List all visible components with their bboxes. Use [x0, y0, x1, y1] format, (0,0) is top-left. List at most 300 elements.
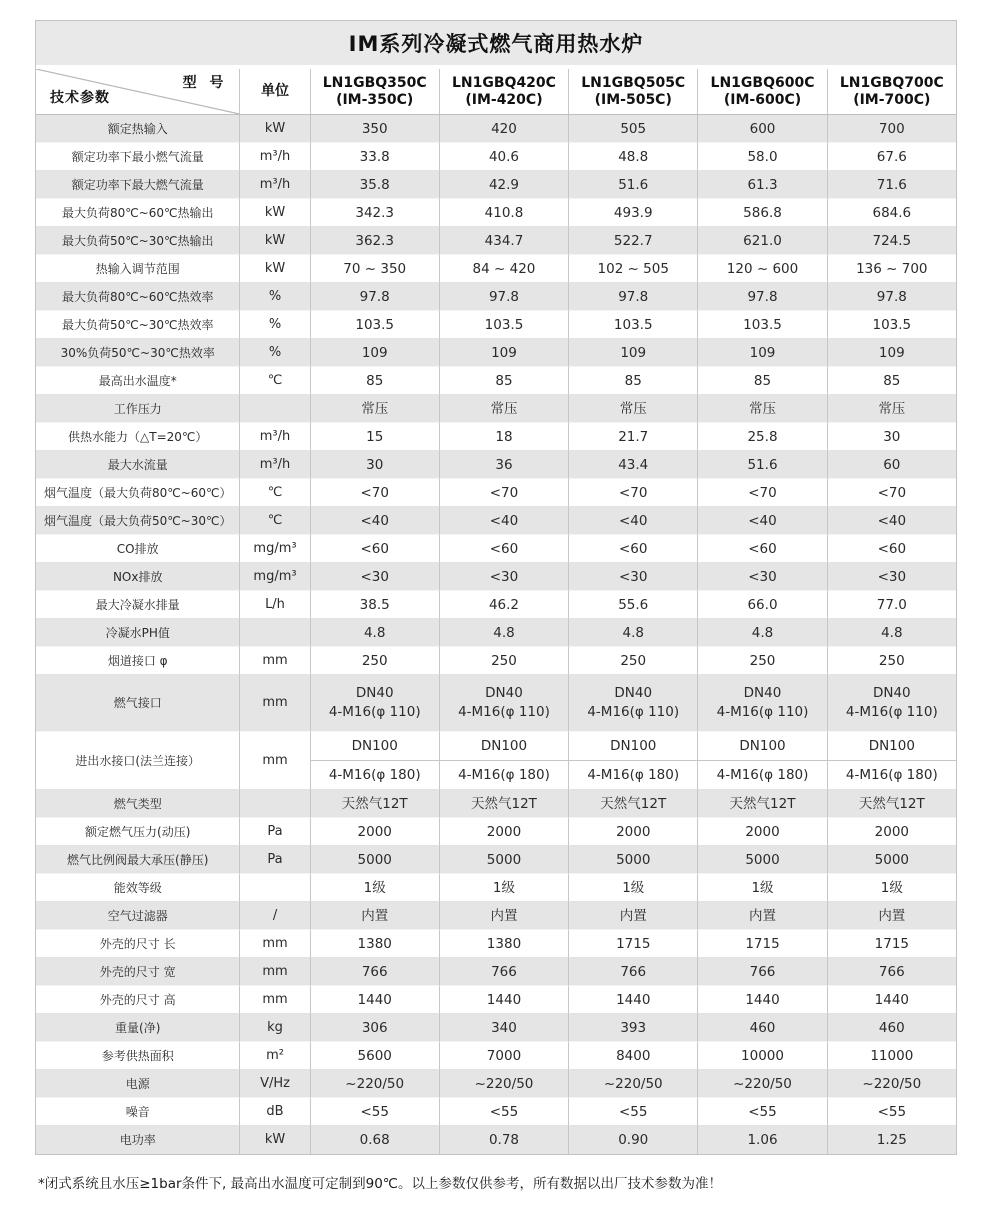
param-cell: 电源 — [36, 1070, 240, 1098]
value-cell: 5600 — [311, 1042, 440, 1070]
value-cell: 684.6 — [828, 199, 956, 227]
value-cell: 505 — [569, 115, 698, 143]
value-cell: 1级 — [311, 874, 440, 902]
table-row — [36, 958, 956, 986]
value-cell: 5000 — [569, 846, 698, 874]
table-row — [36, 1098, 956, 1126]
table-row — [36, 1126, 956, 1154]
value-cell: 250 — [569, 647, 698, 675]
value-cell: 103.5 — [569, 311, 698, 339]
value-cell: 434.7 — [440, 227, 569, 255]
unit-cell — [240, 790, 310, 818]
unit-cell: m³/h — [240, 171, 310, 199]
value-cell: 天然气12T — [569, 790, 698, 818]
value-cell: 1440 — [698, 986, 827, 1014]
value-cell: <70 — [698, 479, 827, 507]
value-line: DN40 — [743, 685, 782, 701]
value-cell: <60 — [828, 535, 956, 563]
model-code: LN1GBQ600C — [710, 74, 815, 91]
value-cell: 48.8 — [569, 143, 698, 171]
value-cell: 1级 — [569, 874, 698, 902]
value-cell: 109 — [311, 339, 440, 367]
value-cell: ~220/50 — [311, 1070, 440, 1098]
value-cell: 内置 — [440, 902, 569, 930]
value-cell: 21.7 — [569, 423, 698, 451]
table-row — [36, 563, 956, 591]
value-line: DN100 — [868, 738, 915, 754]
value-cell: 250 — [311, 647, 440, 675]
param-cell: 额定功率下最大燃气流量 — [36, 171, 240, 199]
value-cell: 1715 — [569, 930, 698, 958]
value-cell: 38.5 — [311, 591, 440, 619]
param-cell: 燃气类型 — [36, 790, 240, 818]
param-cell: 最大水流量 — [36, 451, 240, 479]
table-row — [36, 395, 956, 423]
param-cell: CO排放 — [36, 535, 240, 563]
value-cell: <30 — [698, 563, 827, 591]
value-cell: 25.8 — [698, 423, 827, 451]
unit-cell: m² — [240, 1042, 310, 1070]
value-line: DN100 — [351, 738, 398, 754]
value-cell: 109 — [698, 339, 827, 367]
value-cell — [311, 732, 440, 790]
value-cell: <55 — [311, 1098, 440, 1126]
value-cell: 天然气12T — [440, 790, 569, 818]
value-cell: 常压 — [311, 395, 440, 423]
table-row — [36, 367, 956, 395]
value-cell: 内置 — [828, 902, 956, 930]
unit-cell: Pa — [240, 818, 310, 846]
value-cell: 2000 — [828, 818, 956, 846]
value-line: 4-M16(φ 180) — [311, 760, 439, 789]
value-cell: <55 — [569, 1098, 698, 1126]
value-line: DN40 — [614, 685, 653, 701]
value-line: DN100 — [739, 738, 786, 754]
unit-cell: m³/h — [240, 143, 310, 171]
unit-cell: % — [240, 311, 310, 339]
value-line: 4-M16(φ 180) — [828, 760, 956, 789]
param-cell: 热输入调节范围 — [36, 255, 240, 283]
value-cell: 109 — [569, 339, 698, 367]
value-cell: 0.68 — [311, 1126, 440, 1154]
value-cell: 393 — [569, 1014, 698, 1042]
value-cell: 43.4 — [569, 451, 698, 479]
value-cell: 1级 — [440, 874, 569, 902]
value-cell: 97.8 — [828, 283, 956, 311]
value-line: 4-M16(φ 180) — [569, 760, 697, 789]
value-cell: 内置 — [698, 902, 827, 930]
value-cell: 4.8 — [828, 619, 956, 647]
param-cell: 烟气温度（最大负荷50℃~30℃） — [36, 507, 240, 535]
value-cell — [698, 675, 827, 732]
value-cell: 1440 — [828, 986, 956, 1014]
value-cell: 4.8 — [698, 619, 827, 647]
value-line: 4-M16(φ 110) — [587, 704, 680, 720]
value-cell: 621.0 — [698, 227, 827, 255]
value-cell: 内置 — [311, 902, 440, 930]
param-cell: 30%负荷50℃~30℃热效率 — [36, 339, 240, 367]
value-cell: 97.8 — [440, 283, 569, 311]
value-cell: 35.8 — [311, 171, 440, 199]
value-cell: 410.8 — [440, 199, 569, 227]
value-cell: 250 — [698, 647, 827, 675]
value-cell: 8400 — [569, 1042, 698, 1070]
value-cell: 61.3 — [698, 171, 827, 199]
value-cell: <55 — [698, 1098, 827, 1126]
param-cell: 额定燃气压力(动压) — [36, 818, 240, 846]
value-cell: 350 — [311, 115, 440, 143]
value-cell: <60 — [311, 535, 440, 563]
value-cell: 天然气12T — [698, 790, 827, 818]
value-cell: 67.6 — [828, 143, 956, 171]
value-cell: 97.8 — [311, 283, 440, 311]
table-row — [36, 874, 956, 902]
table-row — [36, 1014, 956, 1042]
param-axis-label: 技术参数 — [50, 90, 110, 106]
table-row — [36, 451, 956, 479]
diagonal-header-cell — [36, 69, 240, 115]
value-cell: 42.9 — [440, 171, 569, 199]
table-row — [36, 818, 956, 846]
value-cell: 250 — [828, 647, 956, 675]
unit-cell: L/h — [240, 591, 310, 619]
value-cell: 5000 — [828, 846, 956, 874]
value-cell: <55 — [828, 1098, 956, 1126]
table-row — [36, 507, 956, 535]
value-cell: 40.6 — [440, 143, 569, 171]
param-cell: 最大负荷80℃~60℃热效率 — [36, 283, 240, 311]
value-cell: 109 — [828, 339, 956, 367]
value-cell: 1级 — [698, 874, 827, 902]
table-row — [36, 311, 956, 339]
value-cell: <60 — [569, 535, 698, 563]
value-line: 4-M16(φ 180) — [698, 760, 826, 789]
value-cell: 1440 — [440, 986, 569, 1014]
table-row — [36, 143, 956, 171]
value-cell: 342.3 — [311, 199, 440, 227]
value-cell: ~220/50 — [569, 1070, 698, 1098]
value-cell: 1380 — [440, 930, 569, 958]
value-cell: 15 — [311, 423, 440, 451]
header-row — [36, 69, 956, 115]
value-cell: <40 — [440, 507, 569, 535]
model-column-header — [569, 69, 698, 115]
unit-cell: mm — [240, 958, 310, 986]
table-row — [36, 675, 956, 732]
value-cell: 11000 — [828, 1042, 956, 1070]
value-line: DN40 — [355, 685, 394, 701]
value-line: DN40 — [485, 685, 523, 701]
value-cell: 46.2 — [440, 591, 569, 619]
param-cell: 额定热输入 — [36, 115, 240, 143]
value-cell: 30 — [311, 451, 440, 479]
value-cell — [311, 675, 440, 732]
value-cell: 136 ~ 700 — [828, 255, 956, 283]
model-code: LN1GBQ505C — [581, 74, 686, 91]
value-line: DN100 — [480, 738, 528, 754]
value-cell: 51.6 — [569, 171, 698, 199]
value-line: DN40 — [872, 685, 911, 701]
unit-cell: mm — [240, 930, 310, 958]
param-cell: 外壳的尺寸 宽 — [36, 958, 240, 986]
value-cell: 724.5 — [828, 227, 956, 255]
value-cell: 84 ~ 420 — [440, 255, 569, 283]
table-row — [36, 790, 956, 818]
unit-cell: ℃ — [240, 479, 310, 507]
model-column-header — [440, 69, 569, 115]
table-row — [36, 1042, 956, 1070]
param-cell: 烟道接口 φ — [36, 647, 240, 675]
param-cell: 工作压力 — [36, 395, 240, 423]
value-cell: 85 — [440, 367, 569, 395]
value-cell: 4.8 — [569, 619, 698, 647]
unit-cell: kg — [240, 1014, 310, 1042]
value-cell — [440, 675, 569, 732]
value-cell: ~220/50 — [828, 1070, 956, 1098]
value-cell: 18 — [440, 423, 569, 451]
model-name: (IM-505C) — [594, 91, 672, 108]
value-cell: 5000 — [311, 846, 440, 874]
value-cell: 0.90 — [569, 1126, 698, 1154]
unit-cell — [240, 874, 310, 902]
value-cell: <60 — [698, 535, 827, 563]
param-cell: 能效等级 — [36, 874, 240, 902]
value-cell: 522.7 — [569, 227, 698, 255]
value-cell: 10000 — [698, 1042, 827, 1070]
value-cell: 460 — [828, 1014, 956, 1042]
value-cell: 85 — [698, 367, 827, 395]
value-cell: <70 — [569, 479, 698, 507]
value-cell: 内置 — [569, 902, 698, 930]
value-cell — [828, 675, 956, 732]
value-cell: <40 — [828, 507, 956, 535]
value-cell: 97.8 — [569, 283, 698, 311]
param-cell: 外壳的尺寸 长 — [36, 930, 240, 958]
value-cell — [440, 732, 569, 790]
param-cell: 最大冷凝水排量 — [36, 591, 240, 619]
value-cell: ~220/50 — [440, 1070, 569, 1098]
value-cell: <70 — [440, 479, 569, 507]
value-cell: 71.6 — [828, 171, 956, 199]
value-cell: 103.5 — [828, 311, 956, 339]
value-cell: 102 ~ 505 — [569, 255, 698, 283]
value-cell: 2000 — [698, 818, 827, 846]
unit-cell: m³/h — [240, 423, 310, 451]
param-cell: 空气过滤器 — [36, 902, 240, 930]
value-cell: 766 — [569, 958, 698, 986]
table-row — [36, 339, 956, 367]
value-line: 4-M16(φ 110) — [716, 704, 809, 720]
value-cell: 33.8 — [311, 143, 440, 171]
unit-cell: V/Hz — [240, 1070, 310, 1098]
param-cell: 最高出水温度* — [36, 367, 240, 395]
value-cell: 36 — [440, 451, 569, 479]
unit-cell: % — [240, 283, 310, 311]
value-cell: 70 ~ 350 — [311, 255, 440, 283]
spec-table-body — [36, 115, 956, 1154]
value-cell: 1380 — [311, 930, 440, 958]
value-cell: 306 — [311, 1014, 440, 1042]
value-cell: 766 — [440, 958, 569, 986]
unit-cell: mg/m³ — [240, 535, 310, 563]
value-cell: <55 — [440, 1098, 569, 1126]
value-cell: 250 — [440, 647, 569, 675]
value-cell: 85 — [569, 367, 698, 395]
table-row — [36, 846, 956, 874]
value-cell: <60 — [440, 535, 569, 563]
value-cell: 5000 — [440, 846, 569, 874]
table-row — [36, 199, 956, 227]
table-row — [36, 902, 956, 930]
value-cell: 700 — [828, 115, 956, 143]
param-cell: 额定功率下最小燃气流量 — [36, 143, 240, 171]
unit-cell: % — [240, 339, 310, 367]
table-row — [36, 647, 956, 675]
param-cell: 外壳的尺寸 高 — [36, 986, 240, 1014]
value-cell: 2000 — [311, 818, 440, 846]
unit-cell: dB — [240, 1098, 310, 1126]
value-cell: <40 — [698, 507, 827, 535]
value-cell: 2000 — [440, 818, 569, 846]
model-name: (IM-420C) — [465, 91, 543, 108]
value-cell: 85 — [311, 367, 440, 395]
table-row — [36, 986, 956, 1014]
value-cell: <30 — [569, 563, 698, 591]
value-cell: <30 — [828, 563, 956, 591]
value-cell: 85 — [828, 367, 956, 395]
page-title: IM系列冷凝式燃气商用热水炉 — [36, 21, 956, 69]
value-cell — [698, 732, 827, 790]
param-cell: 供热水能力（△T=20℃） — [36, 423, 240, 451]
table-row — [36, 423, 956, 451]
value-cell: ~220/50 — [698, 1070, 827, 1098]
unit-cell — [240, 395, 310, 423]
table-row — [36, 255, 956, 283]
value-cell: <70 — [311, 479, 440, 507]
param-cell: 烟气温度（最大负荷80℃~60℃） — [36, 479, 240, 507]
model-name: (IM-700C) — [853, 91, 931, 108]
value-cell: 766 — [828, 958, 956, 986]
unit-cell: ℃ — [240, 367, 310, 395]
value-cell: 766 — [698, 958, 827, 986]
unit-cell — [240, 619, 310, 647]
value-cell: 586.8 — [698, 199, 827, 227]
table-row — [36, 535, 956, 563]
value-cell: <70 — [828, 479, 956, 507]
value-cell: 1715 — [698, 930, 827, 958]
unit-cell: kW — [240, 227, 310, 255]
value-cell: 2000 — [569, 818, 698, 846]
value-cell: 103.5 — [698, 311, 827, 339]
value-line: 4-M16(φ 110) — [328, 704, 421, 720]
param-cell: 进出水接口(法兰连接） — [36, 732, 240, 790]
value-cell: 常压 — [569, 395, 698, 423]
unit-cell: / — [240, 902, 310, 930]
table-row — [36, 171, 956, 199]
table-row — [36, 930, 956, 958]
unit-cell: kW — [240, 255, 310, 283]
value-line: 4-M16(φ 180) — [440, 760, 568, 789]
value-cell: 600 — [698, 115, 827, 143]
table-row — [36, 591, 956, 619]
value-cell: 51.6 — [698, 451, 827, 479]
value-cell: 常压 — [828, 395, 956, 423]
value-cell — [569, 732, 698, 790]
spec-table-block — [35, 20, 957, 1155]
value-cell: 362.3 — [311, 227, 440, 255]
value-line: DN100 — [610, 738, 657, 754]
value-cell: 58.0 — [698, 143, 827, 171]
table-row — [36, 479, 956, 507]
value-cell: <40 — [569, 507, 698, 535]
value-cell: 常压 — [440, 395, 569, 423]
model-name: (IM-600C) — [723, 91, 802, 108]
unit-cell: kW — [240, 199, 310, 227]
model-column-header — [698, 69, 827, 115]
value-cell: 1440 — [311, 986, 440, 1014]
unit-cell: m³/h — [240, 451, 310, 479]
value-cell: 120 ~ 600 — [698, 255, 827, 283]
value-line: 4-M16(φ 110) — [845, 704, 938, 720]
value-cell: 天然气12T — [828, 790, 956, 818]
param-cell: 最大负荷50℃~30℃热输出 — [36, 227, 240, 255]
value-cell: 30 — [828, 423, 956, 451]
unit-cell: mg/m³ — [240, 563, 310, 591]
model-code: LN1GBQ350C — [322, 74, 427, 91]
value-cell: <30 — [440, 563, 569, 591]
value-line: 4-M16(φ 110) — [458, 704, 550, 720]
table-row — [36, 283, 956, 311]
value-cell — [828, 732, 956, 790]
param-cell: 噪音 — [36, 1098, 240, 1126]
value-cell: 66.0 — [698, 591, 827, 619]
value-cell: 766 — [311, 958, 440, 986]
spec-table — [36, 69, 956, 1154]
value-cell: 420 — [440, 115, 569, 143]
param-cell: 燃气接口 — [36, 675, 240, 732]
value-cell: 97.8 — [698, 283, 827, 311]
unit-cell: ℃ — [240, 507, 310, 535]
value-cell: 1级 — [828, 874, 956, 902]
value-cell: 5000 — [698, 846, 827, 874]
value-cell: 常压 — [698, 395, 827, 423]
value-cell: <40 — [311, 507, 440, 535]
model-code: LN1GBQ420C — [452, 74, 556, 91]
value-cell: 103.5 — [311, 311, 440, 339]
model-column-header — [311, 69, 440, 115]
table-row — [36, 619, 956, 647]
model-name: (IM-350C) — [336, 91, 414, 108]
value-cell: 493.9 — [569, 199, 698, 227]
value-cell: 4.8 — [440, 619, 569, 647]
table-row — [36, 732, 956, 790]
unit-cell: mm — [240, 986, 310, 1014]
footnote: *闭式系统且水压≥1bar条件下, 最高出水温度可定制到90℃。以上参数仅供参考，所有数据以出厂技术参数为准！ — [38, 1176, 722, 1192]
model-code: LN1GBQ700C — [839, 74, 944, 91]
table-row — [36, 227, 956, 255]
value-cell: 1715 — [828, 930, 956, 958]
value-cell: 1.06 — [698, 1126, 827, 1154]
value-cell: 460 — [698, 1014, 827, 1042]
value-cell: 103.5 — [440, 311, 569, 339]
unit-cell: mm — [240, 647, 310, 675]
unit-cell: mm — [240, 675, 310, 732]
table-row — [36, 115, 956, 143]
value-cell: 天然气12T — [311, 790, 440, 818]
value-cell: 60 — [828, 451, 956, 479]
param-cell: 最大负荷50℃~30℃热效率 — [36, 311, 240, 339]
model-column-header — [828, 69, 956, 115]
